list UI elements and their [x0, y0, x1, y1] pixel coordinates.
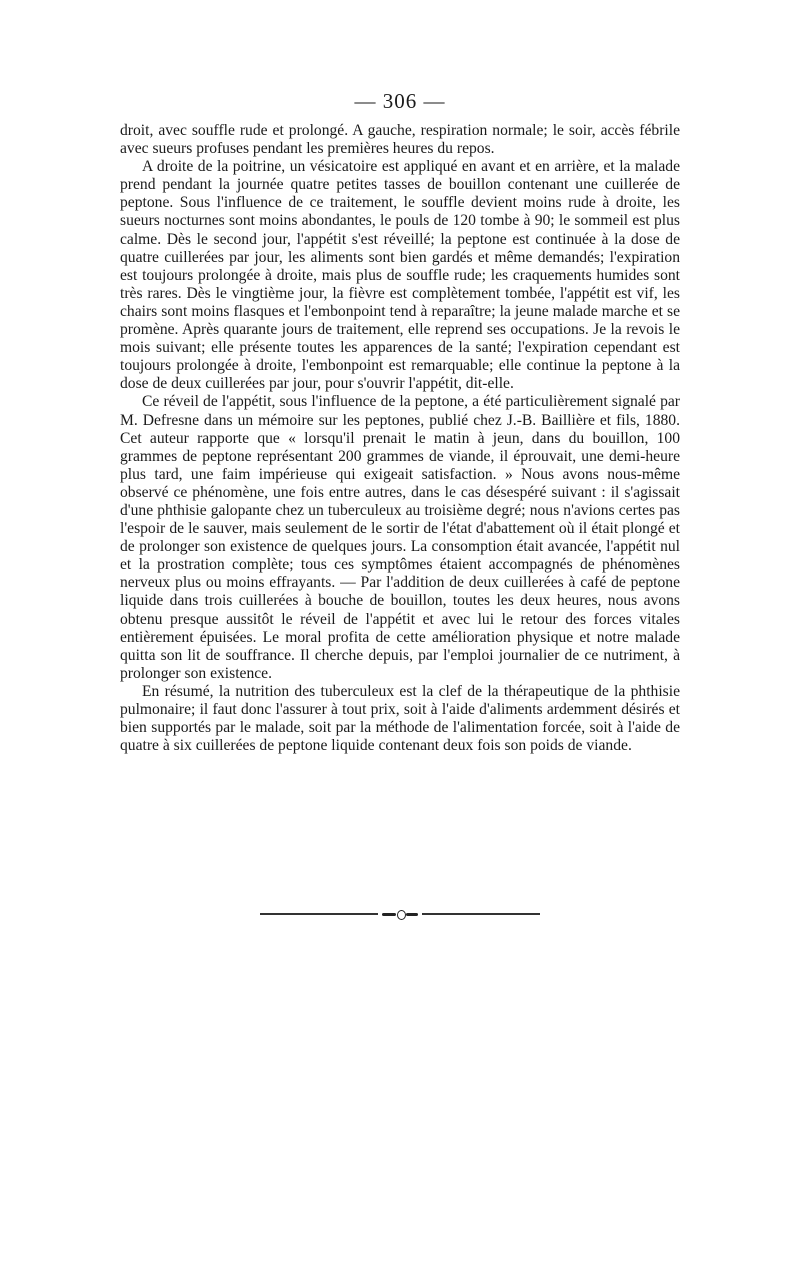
paragraph-1: droit, avec souffle rude et prolongé. A gauche, respiration normale; le soir, accès fébrile avec sueurs profuses pendant les premières heures du repos. — [120, 122, 680, 158]
page-number: — 306 — — [354, 89, 446, 113]
ornament-rule-left — [260, 913, 378, 915]
paragraph-2: A droite de la poitrine, un vésicatoire est appliqué en avant et en arrière, et la malade prend pendant la journée quatre petites tasses de bouillon contenant une cuillerée de peptone. Sous l'influence de ce traitement, le souffle devient moins rude à droite, les sueurs nocturnes sont moins abondantes, le pouls de 120 tombe à 90; le sommeil est plus calme. Dès le second jour, l'appétit s'est réveillé; la peptone est continuée à la dose de quatre cuillerées par jour, les aliments sont bien gardés et même demandés; l'expiration est toujours prolongée à droite, mais plus de souffle rude; les craquements humides sont très rares. Dès le vingtième jour, la fièvre est complètement tombée, l'appétit est vif, les chairs sont moins flasques et l'embonpoint tend à reparaître; la jeune malade marche et se promène. Après quarante jours de traitement, elle reprend ses occupations. Je la revois le mois suivant; elle présente toutes les apparences de la santé; l'expiration cependant est toujours prolongée à droite, l'embonpoint est remarquable; elle continue la peptone à la dose de deux cuillerées par jour, pour s'ouvrir l'appétit, dit-elle. — [120, 158, 680, 393]
body-text — [120, 122, 680, 755]
ornament-rule-right — [422, 913, 540, 915]
ornament-flourish-icon — [382, 909, 418, 919]
tailpiece-ornament — [260, 908, 540, 920]
paragraph-3: Ce réveil de l'appétit, sous l'influence de la peptone, a été particulièrement signalé par M. Defresne dans un mémoire sur les peptones, publié chez J.-B. Baillière et fils, 1880. Cet auteur rapporte que « lorsqu'il prenait le matin à jeun, dans du bouillon, 100 grammes de peptone représentant 200 grammes de viande, il éprouvait, une demi-heure plus tard, une faim impérieuse qui exigeait satisfaction. » Nous avons nous-même observé ce phénomène, une fois entre autres, dans le cas désespéré suivant : il s'agissait d'une phthisie galopante chez un tuberculeux au troisième degré; nous n'avions certes pas l'espoir de le sauver, mais seulement de le sortir de l'état d'abattement où il était plongé et de prolonger son existence de quelques jours. La consomption était avancée, l'appétit nul et la prostration complète; tous ces symptômes étaient accompagnés de phénomènes nerveux plus ou moins effrayants. — Par l'addition de deux cuillerées à café de peptone liquide dans trois cuillerées à bouche de bouillon, toutes les deux heures, nous avons obtenu presque aussitôt le réveil de l'appétit et avec lui le retour des forces vitales entièrement épuisées. Le moral profita de cette amélioration physique et notre malade quitta son lit de souffrance. Il cherche depuis, par l'emploi journalier de ce nutriment, à prolonger son existence. — [120, 393, 680, 682]
paragraph-4: En résumé, la nutrition des tuberculeux est la clef de la thérapeutique de la phthisie pulmonaire; il faut donc l'assurer à tout prix, soit à l'aide d'aliments ardemment désirés et bien supportés par le malade, soit par la méthode de l'alimentation forcée, soit à l'aide de quatre à six cuillerées de peptone liquide contenant deux fois son poids de viande. — [120, 682, 680, 755]
